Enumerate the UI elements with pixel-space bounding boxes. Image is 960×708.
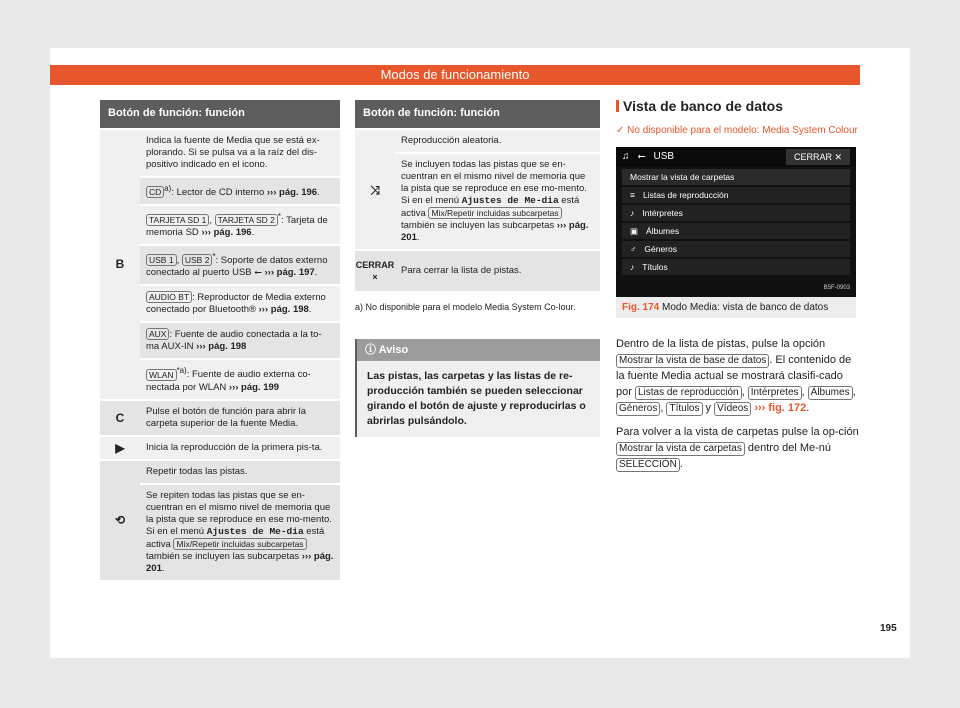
b-item: CD $^{a)}$: Lector de CD interno ››› pág. 196. <box>140 176 340 204</box>
b-symbol: B <box>100 130 140 399</box>
b-item: AUDIO BT : Reproductor de Media externo conectado por Bluetooth® ››› pág. 198. <box>140 284 340 321</box>
b-item: USB 1 , USB 2 *: Soporte de datos externo conectado al puerto USB ⭠ ››› pág. 197. <box>140 244 340 284</box>
repeat-b: Se repiten todas las pistas que se en-cuentran en el mismo nivel de memoria que la pista que se reproduce en ese mo-mento. Si en el menú Ajustes de Me-dia está activa Mix/Repetir incluidas subcarpetas también se incluyen las subcarpetas ››› pág. 201. <box>140 483 340 580</box>
b-item: WLAN $^{*a)}$: Fuente de audio externa co-nectada por WLAN ››› pág. 199 <box>140 358 340 398</box>
right-column <box>616 100 861 472</box>
row-b <box>100 128 340 399</box>
image-code: B5F-0903 <box>823 285 850 291</box>
aviso-body: Las pistas, las carpetas y las listas de re-producción también se pueden seleccionar girando el botón de ajuste y reproducirlas o abrirlas pulsándolo. <box>357 361 600 437</box>
row-repeat <box>100 459 340 580</box>
paragraph-2: Para volver a la vista de carpetas pulse la op-ción Mostrar la vista de carpetas dentro del Me-nú SELECCIÓN . <box>616 426 859 470</box>
repeat-a: Repetir todas las pistas. <box>140 461 340 483</box>
c-text: Pulse el botón de función para abrir la carpeta superior de la fuente Media. <box>140 401 340 435</box>
play-icon: ▶ <box>100 437 140 459</box>
close-symbol: CERRAR × <box>355 251 395 291</box>
left-column <box>100 100 340 580</box>
figure-caption: Fig. 174 Modo Media: vista de banco de datos <box>616 297 856 318</box>
screen-bar: ♫ ⭠ USB CERRAR ✕ <box>616 147 856 167</box>
media-screen <box>616 147 856 297</box>
aviso-box <box>355 339 600 437</box>
c-symbol: C <box>100 401 140 435</box>
close-text: Para cerrar la lista de pistas. <box>395 251 600 291</box>
close-button[interactable]: CERRAR ✕ <box>786 149 850 165</box>
mix-b: Se incluyen todas las pistas que se en-cuentran en el mismo nivel de memoria que la pista que se reproduce en ese mo-mento. Si en el menú Ajustes de Me-dia está activa Mix/Repetir incluidas subcarpetas también se incluyen las subcarpetas ››› pág. 201. <box>395 152 600 249</box>
genre-icon: ♂ <box>630 244 637 254</box>
screen-menu-item[interactable]: ♪ Títulos <box>622 259 850 275</box>
album-icon: ▣ <box>630 226 639 236</box>
shuffle-icon: ⤨ <box>355 130 395 249</box>
row-close <box>355 249 600 291</box>
aviso-title: ⓘ Aviso <box>357 339 600 361</box>
info-icon: ⓘ <box>365 344 379 356</box>
availability-note: ✓ No disponible para el modelo: Media System Colour <box>616 125 858 136</box>
screen-menu <box>616 169 856 275</box>
b-items <box>140 130 340 399</box>
close-icon: × <box>372 272 378 282</box>
b-item: AUX : Fuente de audio conectada a la to-ma AUX-IN ››› pág. 198 <box>140 321 340 358</box>
page-number: 195 <box>880 623 897 634</box>
b-item: TARJETA SD 1 , TARJETA SD 2 *: Tarjeta de memoria SD ››› pág. 196. <box>140 204 340 244</box>
artist-icon: ♪ <box>630 208 635 218</box>
mix-a: Reproducción aleatoria. <box>395 130 600 152</box>
screen-menu-item[interactable]: ♪ Intérpretes <box>622 205 850 221</box>
repeat-icon: ⟲ <box>100 461 140 580</box>
row-c <box>100 399 340 435</box>
row-play <box>100 435 340 459</box>
usb-icon: ⭠ <box>637 151 646 162</box>
table-header-2: Botón de función: función <box>355 100 600 128</box>
middle-column <box>355 100 600 437</box>
table-header: Botón de función: función <box>100 100 340 128</box>
footnote: a) No disponible para el modelo Media System Co-lour. <box>355 302 576 312</box>
music-icon: ♫ <box>622 151 630 162</box>
page-header: Modos de funcionamiento <box>50 65 860 85</box>
b-item: Indica la fuente de Media que se está ex- plorando. Si se pulsa va a la raíz del dis- positivo indicado en el icono. <box>140 130 340 176</box>
screen-menu-item[interactable]: Mostrar la vista de carpetas <box>622 169 850 185</box>
row-mix <box>355 128 600 249</box>
paragraph-1: Dentro de la lista de pistas, pulse la opción Mostrar la vista de base de datos . El contenido de la fuente Media actual se mostrará clasifi-cado por Listas de reproducción , Intérpretes , Álbumes , Géneros , Títulos y Vídeos ››› fig. 172. <box>616 338 856 414</box>
screen-menu-item[interactable]: ≡ Listas de reproducción <box>622 187 850 203</box>
list-icon: ≡ <box>630 190 635 200</box>
play-text: Inicia la reproducción de la primera pis-ta. <box>140 437 340 459</box>
section-title: Vista de banco de datos <box>616 100 861 112</box>
screen-menu-item[interactable]: ▣ Álbumes <box>622 223 850 239</box>
title-icon: ♪ <box>630 262 635 272</box>
screen-menu-item[interactable]: ♂ Géneros <box>622 241 850 257</box>
